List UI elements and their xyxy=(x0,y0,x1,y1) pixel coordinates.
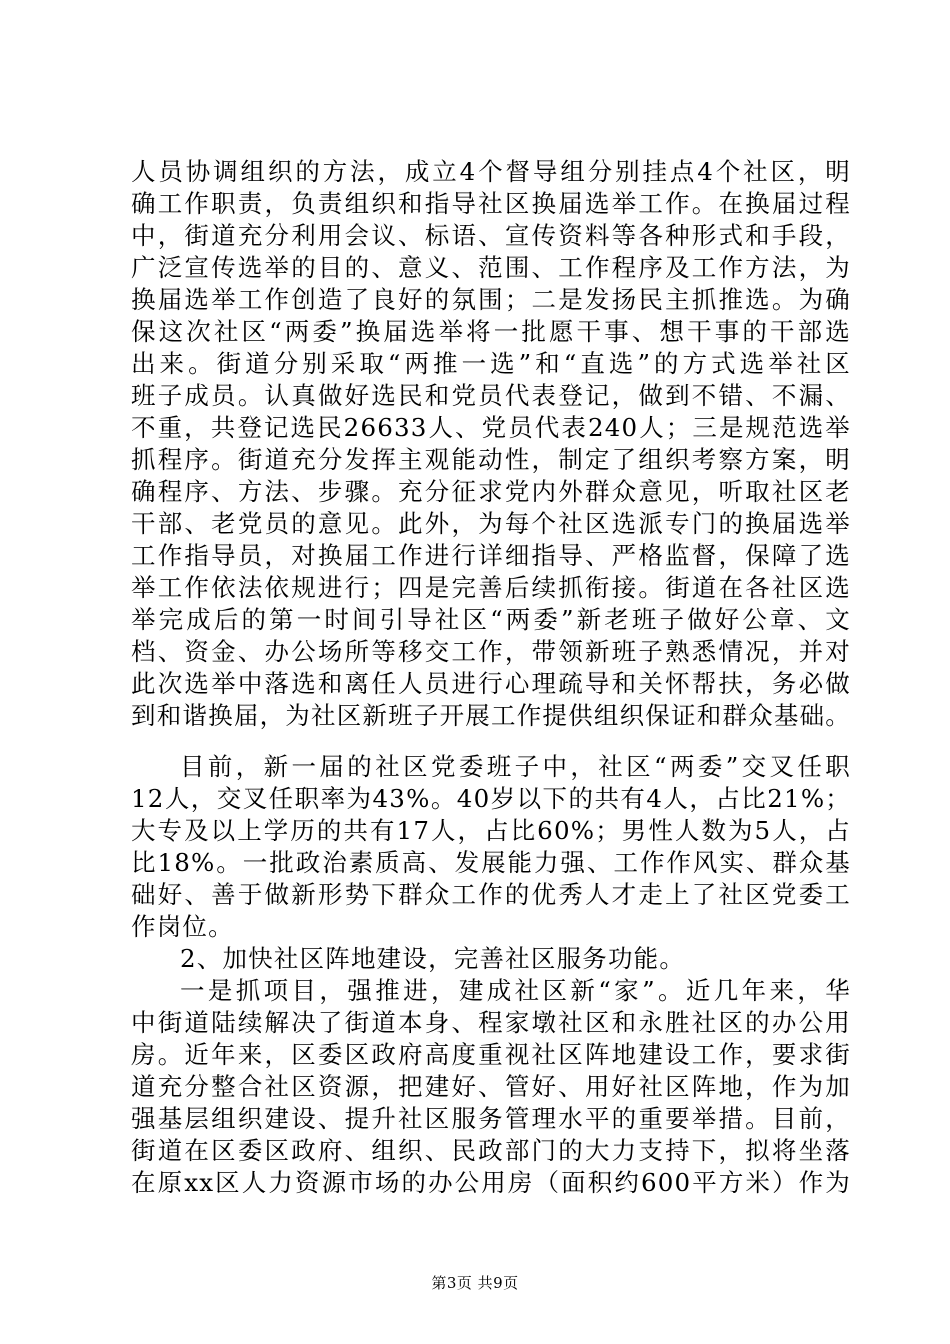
text-line: 出来。街道分别采取“两推一选”和“直选”的方式选举社区 xyxy=(131,349,851,378)
paragraph-spacer xyxy=(131,732,851,751)
page-number-footer: 第3页 共9页 xyxy=(431,1274,519,1292)
text-line: 12人，交叉任职率为43%。40岁以下的共有4人，占比21%； xyxy=(131,784,851,813)
text-line: 房。近年来，区委区政府高度重视社区阵地建设工作，要求街 xyxy=(131,1040,851,1069)
paragraph-committee-stats xyxy=(131,751,851,943)
paragraph-community-building xyxy=(131,975,851,1199)
text-line: 干部、老党员的意见。此外，为每个社区选派专门的换届选举 xyxy=(131,509,851,538)
text-line: 作岗位。 xyxy=(131,912,234,941)
text-line: 大专及以上学历的共有17人，占比60%；男性人数为5人，占 xyxy=(131,816,851,845)
text-line: 一是抓项目，强推进，建成社区新“家”。近几年来，华 xyxy=(180,976,851,1005)
text-line: 到和谐换届，为社区新班子开展工作提供组织保证和群众基础。 xyxy=(131,701,851,730)
text-line: 目前，新一届的社区党委班子中，社区“两委”交叉任职 xyxy=(180,752,851,781)
text-line: 中，街道充分利用会议、标语、宣传资料等各种形式和手段， xyxy=(131,221,851,250)
text-line: 强基层组织建设、提升社区服务管理水平的重要举措。目前， xyxy=(131,1104,851,1133)
text-line: 比18%。一批政治素质高、发展能力强、工作作风实、群众基 xyxy=(131,848,851,877)
text-line: 举完成后的第一时间引导社区“两委”新老班子做好公章、文 xyxy=(131,605,851,634)
text-line: 不重，共登记选民26633人、党员代表240人；三是规范选举 xyxy=(131,413,851,442)
text-line: 确工作职责，负责组织和指导社区换届选举工作。在换届过程 xyxy=(131,189,851,218)
text-line: 此次选举中落选和离任人员进行心理疏导和关怀帮扶，务必做 xyxy=(131,669,851,698)
text-line: 中街道陆续解决了街道本身、程家墩社区和永胜社区的办公用 xyxy=(131,1008,851,1037)
document-body xyxy=(131,156,851,1199)
text-line: 档、资金、办公场所等移交工作，带领新班子熟悉情况，并对 xyxy=(131,637,851,666)
text-line: 举工作依法依规进行；四是完善后续抓衔接。街道在各社区选 xyxy=(131,573,851,602)
text-line: 街道在区委区政府、组织、民政部门的大力支持下，拟将坐落 xyxy=(131,1136,851,1165)
text-line: 换届选举工作创造了良好的氛围；二是发扬民主抓推选。为确 xyxy=(131,285,851,314)
text-line: 人员协调组织的方法，成立4个督导组分别挂点4个社区，明 xyxy=(131,157,851,186)
text-line: 班子成员。认真做好选民和党员代表登记，做到不错、不漏、 xyxy=(131,381,851,410)
text-line: 确程序、方法、步骤。充分征求党内外群众意见，听取社区老 xyxy=(131,477,851,506)
text-line: 保这次社区“两委”换届选举将一批愿干事、想干事的干部选 xyxy=(131,317,851,346)
text-line: 道充分整合社区资源，把建好、管好、用好社区阵地，作为加 xyxy=(131,1072,851,1101)
paragraph-election-work xyxy=(131,156,851,732)
text-line: 础好、善于做新形势下群众工作的优秀人才走上了社区党委工 xyxy=(131,880,851,909)
text-line: 工作指导员，对换届工作进行详细指导、严格监督，保障了选 xyxy=(131,541,851,570)
text-line: 抓程序。街道充分发挥主观能动性，制定了组织考察方案，明 xyxy=(131,445,851,474)
text-line: 在原xx区人力资源市场的办公用房（面积约600平方米）作为 xyxy=(131,1168,851,1197)
section-heading: 2、加快社区阵地建设，完善社区服务功能。 xyxy=(180,944,686,973)
text-line: 广泛宣传选举的目的、意义、范围、工作程序及工作方法，为 xyxy=(131,253,851,282)
